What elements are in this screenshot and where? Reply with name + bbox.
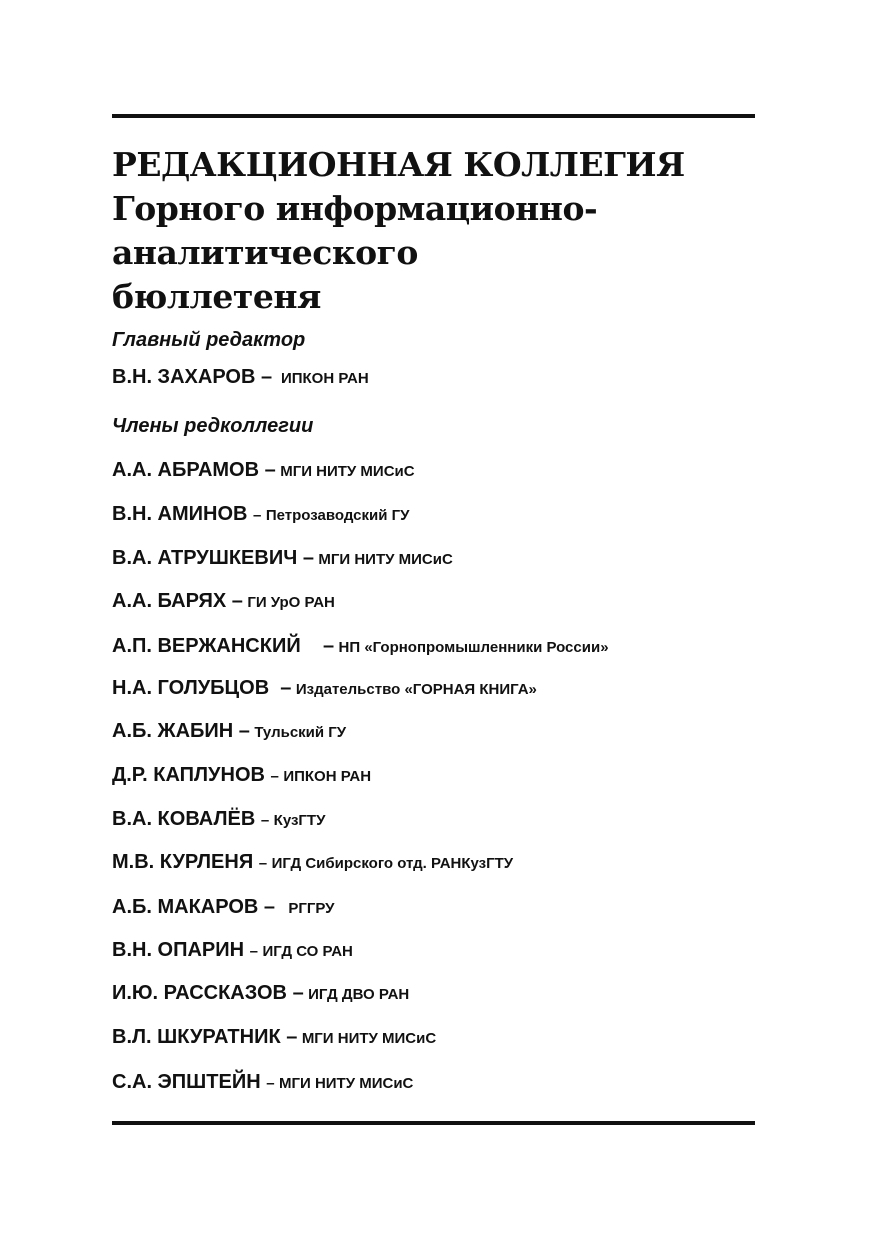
member-affiliation: ИГД СО РАН — [262, 943, 353, 960]
member-dash: – — [263, 896, 276, 918]
member-dash: – — [249, 943, 258, 960]
member-entry — [112, 545, 453, 573]
member-affiliation: Издательство «ГОРНАЯ КНИГА» — [295, 681, 537, 698]
title-line-2: Горного информационно- — [112, 189, 598, 228]
member-affiliation: МГИ НИТУ МИСиС — [280, 463, 415, 480]
member-dash: – — [260, 812, 270, 829]
member-dash: – — [258, 855, 268, 872]
member-entry — [112, 980, 409, 1008]
member-affiliation: МГИ НИТУ МИСиС — [301, 1030, 437, 1047]
member-name: Н.А. ГОЛУБЦОВ — [112, 677, 270, 699]
member-dash: – — [292, 982, 304, 1004]
member-affiliation: ИГД Сибирского отд. РАНКузГТУ — [271, 855, 514, 872]
member-entry — [112, 1069, 413, 1097]
member-affiliation: ИГД ДВО РАН — [308, 986, 410, 1003]
member-entry — [112, 894, 335, 922]
member-dash: – — [286, 1026, 298, 1048]
member-dash: – — [280, 677, 292, 699]
member-name: А.П. ВЕРЖАНСКИЙ — [112, 635, 301, 657]
member-name: В.Н. АМИНОВ — [112, 503, 248, 525]
member-dash: – — [231, 590, 243, 612]
member-entry — [112, 457, 415, 485]
member-entry — [112, 675, 537, 703]
member-dash: – — [302, 547, 314, 569]
member-name: А.Б. ЖАБИН — [112, 720, 234, 742]
member-affiliation: МГИ НИТУ МИСиС — [279, 1075, 414, 1092]
chief-editor-name: В.Н. ЗАХАРОВ — [112, 366, 256, 388]
title-line-3: аналитического — [112, 233, 418, 272]
member-name: В.А. АТРУШКЕВИЧ — [112, 547, 298, 569]
member-dash: – — [253, 507, 262, 524]
chief-editor-affiliation: ИПКОН РАН — [280, 370, 369, 387]
member-affiliation: Петрозаводский ГУ — [265, 507, 410, 524]
member-entry — [112, 718, 346, 746]
chief-editor-entry — [112, 364, 369, 392]
member-affiliation: ИПКОН РАН — [283, 768, 372, 785]
member-name: В.Н. ОПАРИН — [112, 939, 245, 961]
member-name: В.А. КОВАЛЁВ — [112, 808, 256, 830]
member-affiliation: Тульский ГУ — [254, 724, 347, 741]
member-affiliation: РГГРУ — [288, 900, 335, 917]
member-dash: – — [264, 459, 276, 481]
member-name: В.Л. ШКУРАТНИК — [112, 1026, 281, 1048]
member-name: С.А. ЭПШТЕЙН — [112, 1071, 261, 1093]
top-rule — [112, 114, 755, 118]
member-entry — [112, 1024, 436, 1052]
member-entry — [112, 588, 335, 616]
member-affiliation: ГИ УрО РАН — [247, 594, 335, 611]
member-name: А.А. БАРЯХ — [112, 590, 227, 612]
member-affiliation: КузГТУ — [273, 812, 326, 829]
member-name: И.Ю. РАССКАЗОВ — [112, 982, 287, 1004]
member-affiliation: НП «Горнопромышленники России» — [338, 639, 609, 656]
page-title — [112, 143, 752, 319]
member-entry — [112, 806, 325, 834]
title-line-1: РЕДАКЦИОННАЯ КОЛЛЕГИЯ — [112, 145, 685, 184]
member-dash: – — [270, 768, 279, 785]
chief-editor-label: Главный редактор — [112, 329, 306, 351]
chief-editor-dash: – — [260, 366, 273, 388]
member-name: А.Б. МАКАРОВ — [112, 896, 259, 918]
member-affiliation: МГИ НИТУ МИСиС — [318, 551, 453, 568]
board-members-label: Члены редколлегии — [112, 415, 314, 437]
member-dash: – — [266, 1075, 275, 1092]
member-entry — [112, 849, 513, 877]
member-entry — [112, 633, 609, 661]
member-name: Д.Р. КАПЛУНОВ — [112, 764, 265, 786]
bottom-rule — [112, 1121, 755, 1125]
member-dash: – — [238, 720, 250, 742]
member-name: А.А. АБРАМОВ — [112, 459, 260, 481]
title-line-4: бюллетеня — [112, 277, 321, 316]
member-dash: – — [322, 635, 335, 657]
member-entry — [112, 501, 409, 529]
member-name: М.В. КУРЛЕНЯ — [112, 851, 254, 873]
member-entry — [112, 937, 353, 965]
member-entry — [112, 762, 371, 790]
